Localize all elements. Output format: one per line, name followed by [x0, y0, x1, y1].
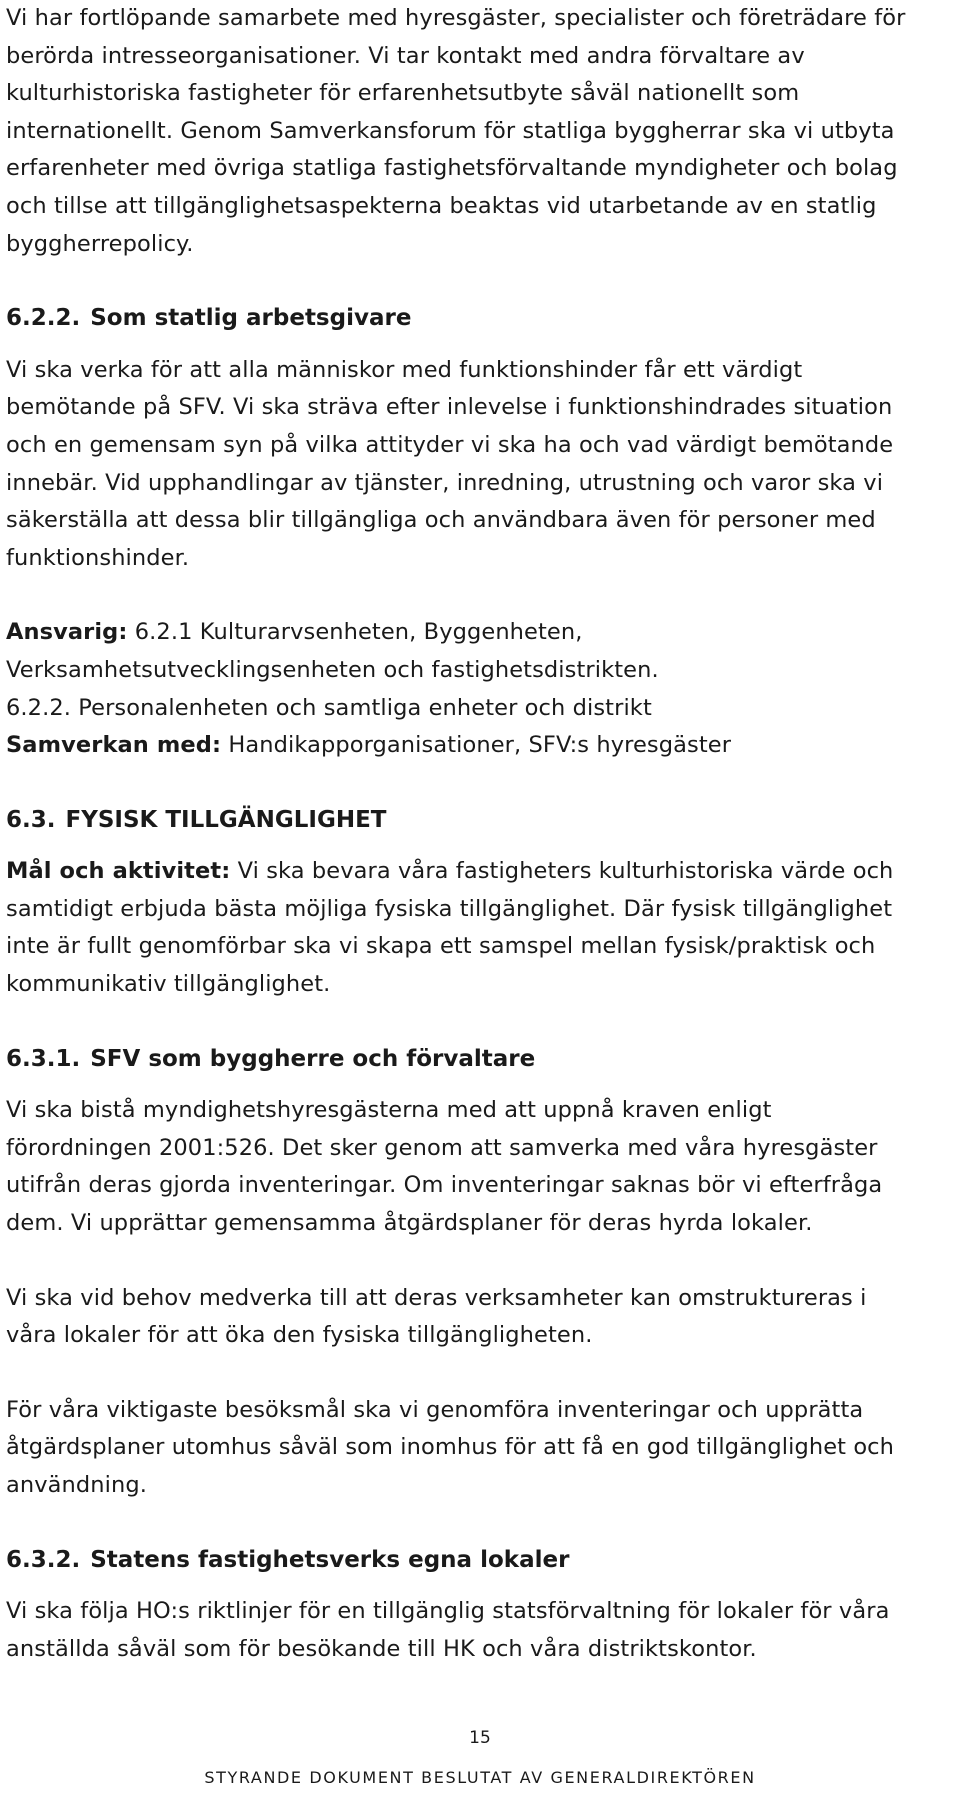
section-6-3-1-paragraph-3: För våra viktigaste besöksmål ska vi genomföra inventeringar och upprätta åtgärdsplaner utomhus såväl som inomhus för att få en god tillgänglighet och användning. — [6, 1396, 895, 1498]
page-content — [6, 0, 924, 1705]
collaboration-label: Samverkan med: — [6, 732, 222, 759]
section-title: Statens fastighetsverks egna lokaler — [90, 1546, 570, 1573]
section-heading-6-3-1 — [6, 1041, 924, 1079]
section-heading-6-3-2 — [6, 1542, 924, 1580]
section-number: 6.3.2. — [6, 1546, 81, 1573]
collaboration-paragraph — [6, 727, 924, 765]
section-6-3-1-paragraph-1: Vi ska bistå myndighetshyresgästerna med att uppnå kraven enligt förordningen 2001:526. Det sker genom att samverka med våra hyresgäster utifrån deras gjorda inventeringar. Om inventeringar saknas bör vi efterfråga dem. Vi upprättar gemensamma åtgärdsplaner för deras hyrda lokaler. — [6, 1097, 883, 1237]
section-number: 6.3.1. — [6, 1045, 81, 1072]
responsible-paragraph — [6, 614, 924, 689]
goal-text: Vi ska bevara våra fastigheters kulturhistoriska värde och samtidigt erbjuda bästa möjliga fysiska tillgänglighet. Där fysisk tillgänglighet inte är fullt genomförbar ska vi skapa ett samspel mellan fysisk/praktisk och kommunikativ tillgänglighet. — [6, 858, 894, 998]
responsible-line-2: 6.2.2. Personalenheten och samtliga enheter och distrikt — [6, 694, 652, 721]
section-title: Som statlig arbetsgivare — [90, 305, 412, 332]
page-number: 15 — [469, 1728, 491, 1748]
responsible-line-1: 6.2.1 Kulturarvsenheten, Byggenheten, Verksamhetsutvecklingsenheten och fastighetsdistrikten. — [6, 619, 659, 683]
section-number: 6.3. — [6, 806, 56, 833]
responsible-label: Ansvarig: — [6, 619, 128, 646]
collaboration-text: Handikapporganisationer, SFV:s hyresgäster — [228, 732, 732, 759]
section-number: 6.2.2. — [6, 305, 81, 332]
footer-document-title: STYRANDE DOKUMENT BESLUTAT AV GENERALDIREKTÖREN — [204, 1768, 756, 1787]
section-6-3-2-paragraph: Vi ska följa HO:s riktlinjer för en tillgänglig statsförvaltning för lokaler för våra anställda såväl som för besökande till HK och våra distriktskontor. — [6, 1598, 890, 1662]
section-heading-6-3 — [6, 802, 924, 840]
intro-paragraph: Vi har fortlöpande samarbete med hyresgäster, specialister och företrädare för berörda intresseorganisationer. Vi tar kontakt med andra förvaltare av kulturhistoriska fastigheter för erfarenhetsutbyte såväl nationellt som internationellt. Genom Samverkansforum för statliga byggherrar ska vi utbyta erfarenheter med övriga statliga fastighetsförvaltande myndigheter och bolag och tillse att tillgänglighetsaspekterna beaktas vid utarbetande av en statlig byggherrepolicy. — [6, 5, 906, 257]
goal-paragraph — [6, 853, 924, 1003]
section-title: FYSISK TILLGÄNGLIGHET — [65, 806, 387, 833]
section-6-3-1-paragraph-2: Vi ska vid behov medverka till att deras verksamheter kan omstruktureras i våra lokaler för att öka den fysiska tillgängligheten. — [6, 1284, 867, 1349]
section-6-2-2-paragraph: Vi ska verka för att alla människor med funktionshinder får ett värdigt bemötande på SFV. Vi ska sträva efter inlevelse i funktionshindrades situation och en gemensam syn på vilka attityder vi ska ha och vad värdigt bemötande innebär. Vid upphandlingar av tjänster, inredning, utrustning och varor ska vi säkerställa att dessa blir tillgängliga och användbara även för personer med funktionshinder. — [6, 356, 894, 571]
section-title: SFV som byggherre och förvaltare — [90, 1045, 536, 1072]
goal-label: Mål och aktivitet: — [6, 858, 231, 885]
section-heading-6-2-2 — [6, 300, 924, 338]
